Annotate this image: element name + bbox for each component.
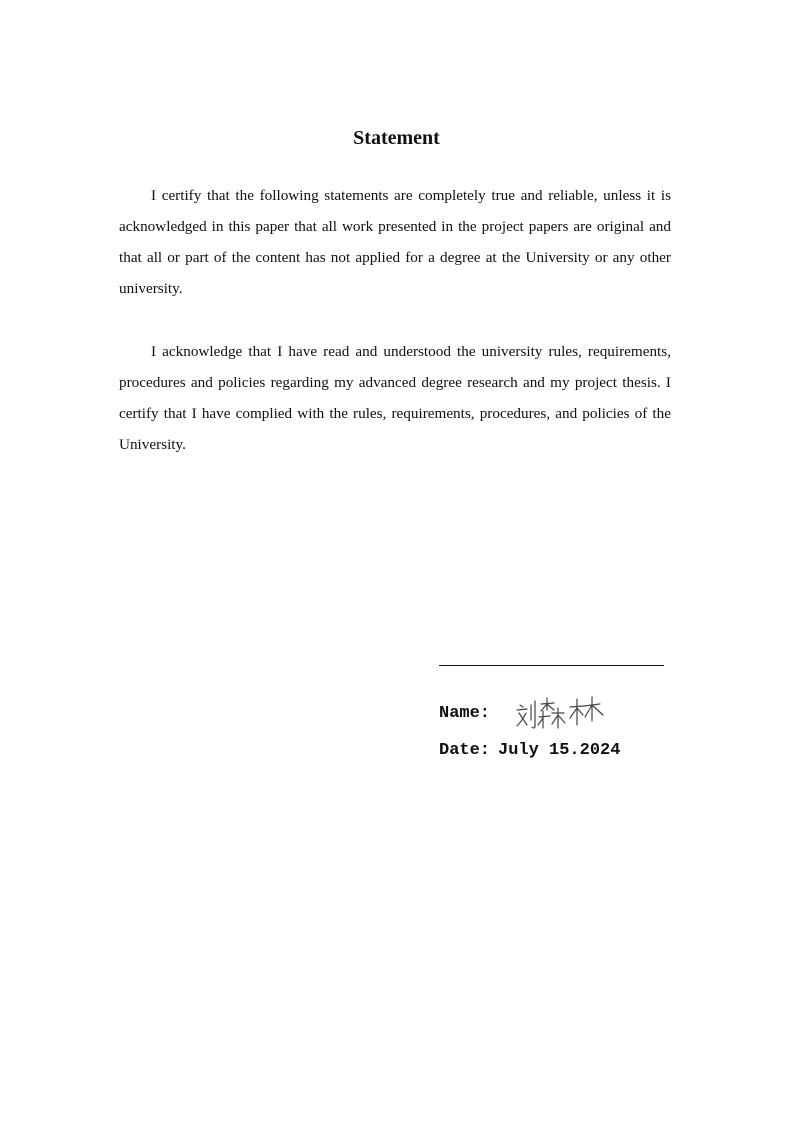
handwritten-signature bbox=[514, 695, 610, 731]
paragraph-certification: I certify that the following statements are completely true and reliable, unless it is acknowledged in this paper that all work presented in the project papers are original and that all or part of the content has not applied for a degree at the University or any other university. bbox=[119, 187, 671, 297]
paragraph-acknowledgement: I acknowledge that I have read and understood the university rules, requirements, procedures and policies regarding my advanced degree research and my project thesis. I certify that I have complied with the rules, requirements, procedures, and policies of the University. bbox=[119, 343, 671, 453]
name-label: Name: bbox=[439, 703, 491, 723]
date-value: July 15.2024 bbox=[498, 741, 621, 760]
page-title: Statement bbox=[353, 127, 440, 149]
signature-line bbox=[439, 665, 664, 666]
date-row bbox=[439, 739, 620, 763]
date-label: Date: bbox=[439, 741, 491, 760]
name-row bbox=[439, 696, 610, 730]
